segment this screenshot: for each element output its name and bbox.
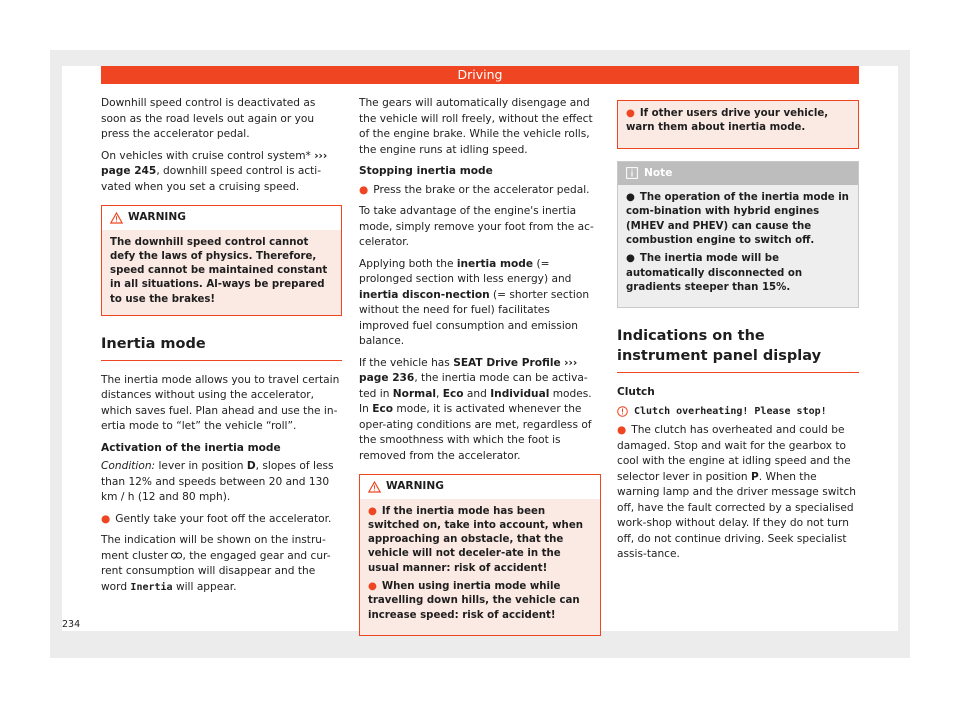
note-label: Note bbox=[644, 166, 673, 179]
subheading: Activation of the inertia mode bbox=[101, 441, 281, 454]
list-item: ● The clutch has overheated and could be damaged. Stop and wait for the gearbox to cool with the engine at idling speed and the selector lever in position P. When the warning lamp and the driver message switch off, have the fault corrected by a specialised work-shop without delay. If they do not turn off, do not continue driving. Seek specialist assis-tance. bbox=[617, 424, 857, 561]
paragraph: If the vehicle has SEAT Drive Profile ››› page 236, the inertia mode can be activa-ted in Normal, Eco and Individual modes. In Eco mode, it is activated whenever the oper-ating conditions are met, regardless of the smoothness with which the foot is removed from the accelerator. bbox=[359, 356, 592, 462]
note-body bbox=[618, 185, 858, 307]
page-reference-link[interactable]: ››› page 245 bbox=[101, 149, 328, 177]
warning-header bbox=[360, 475, 600, 499]
column-1 bbox=[101, 96, 342, 601]
warning-item: ● If other users drive your vehicle, warn them about inertia mode. bbox=[626, 108, 829, 134]
warning-triangle-icon bbox=[110, 212, 123, 224]
note-header bbox=[618, 162, 858, 186]
section-title: Inertia mode bbox=[101, 334, 342, 361]
warning-item: ● If the inertia mode has been switched on, take into account, when approaching an obstacle, that the vehicle will not deceler-ate in the usual manner: risk of accident! bbox=[368, 505, 583, 574]
warning-box bbox=[359, 474, 601, 636]
warning-box bbox=[101, 205, 342, 316]
warning-body bbox=[618, 101, 858, 148]
note-item: ● The inertia mode will be automatically disconnected on gradients steeper than 15%. bbox=[626, 253, 803, 293]
warning-label: WARNING bbox=[128, 211, 186, 223]
warning-body bbox=[360, 499, 600, 635]
chapter-header: Driving bbox=[101, 66, 859, 84]
paragraph: The inertia mode allows you to travel certain distances without using the accelerator, which saves fuel. Plan ahead and use the in-ertia mode to “let” the vehicle “roll”. bbox=[101, 373, 340, 433]
paragraph: Condition: lever in position D, slopes of less than 12% and speeds between 20 and 130 km / h (12 and 80 mph). bbox=[101, 460, 334, 504]
column-3 bbox=[617, 96, 859, 569]
list-item: ● Gently take your foot off the accelerator. bbox=[101, 512, 332, 525]
section-title: Indications on the instrument panel display bbox=[617, 326, 859, 373]
paragraph: The gears will automatically disengage and the vehicle will roll freely, without the effect of the engine brake. While the vehicle rolls, the engine runs at idling speed. bbox=[359, 97, 593, 156]
subheading: Stopping inertia mode bbox=[359, 165, 493, 177]
bullet-icon: ● bbox=[359, 183, 369, 196]
note-box bbox=[617, 161, 859, 309]
page-number: 234 bbox=[62, 619, 81, 630]
paragraph: Downhill speed control is deactivated as soon as the road levels out again or you press the accelerator pedal. bbox=[101, 97, 316, 140]
warning-label: WARNING bbox=[386, 480, 444, 492]
subheading: Clutch bbox=[617, 386, 655, 399]
paragraph: The indication will be shown on the instru-ment cluster , the engaged gear and cur-rent consumption will disappear and the word Inertia will appear. bbox=[101, 534, 331, 593]
paragraph: Applying both the inertia mode (= prolonged section with less energy) and inertia discon-nection (= shorter section without the need for fuel) facilitates improved fuel consumption and emission balance. bbox=[359, 257, 590, 347]
driver-message: Clutch overheating! Please stop! bbox=[617, 404, 859, 420]
bullet-icon: ● bbox=[617, 424, 627, 437]
warning-header bbox=[102, 206, 341, 230]
warning-triangle-icon bbox=[368, 481, 381, 493]
warning-circle-icon bbox=[617, 406, 628, 417]
page-reference-link[interactable]: ››› page 236 bbox=[359, 356, 578, 384]
warning-box-continued bbox=[617, 100, 859, 149]
paragraph: On vehicles with cruise control system* ››› page 245, downhill speed control is acti-vated when you set a cruising speed. bbox=[101, 149, 328, 193]
info-icon bbox=[626, 167, 638, 179]
paragraph: To take advantage of the engine's inertia mode, simply remove your foot from the ac-celerator. bbox=[359, 205, 594, 248]
warning-text: The downhill speed control cannot defy the laws of physics. Therefore, speed cannot be maintained constant in all situations. Al-ways be prepared to use the brakes! bbox=[102, 230, 341, 315]
warning-item: ● When using inertia mode while travelling down hills, the vehicle can increase speed: risk of accident! bbox=[368, 580, 580, 621]
column-2 bbox=[359, 96, 601, 644]
list-item: ● Press the brake or the accelerator pedal. bbox=[359, 183, 590, 196]
bullet-icon: ● bbox=[101, 512, 111, 525]
note-item: ● The operation of the inertia mode in com-bination with hybrid engines (MHEV and PHEV) can cause the combustion engine to switch off. bbox=[626, 192, 849, 246]
inertia-indicator-icon bbox=[171, 551, 182, 560]
